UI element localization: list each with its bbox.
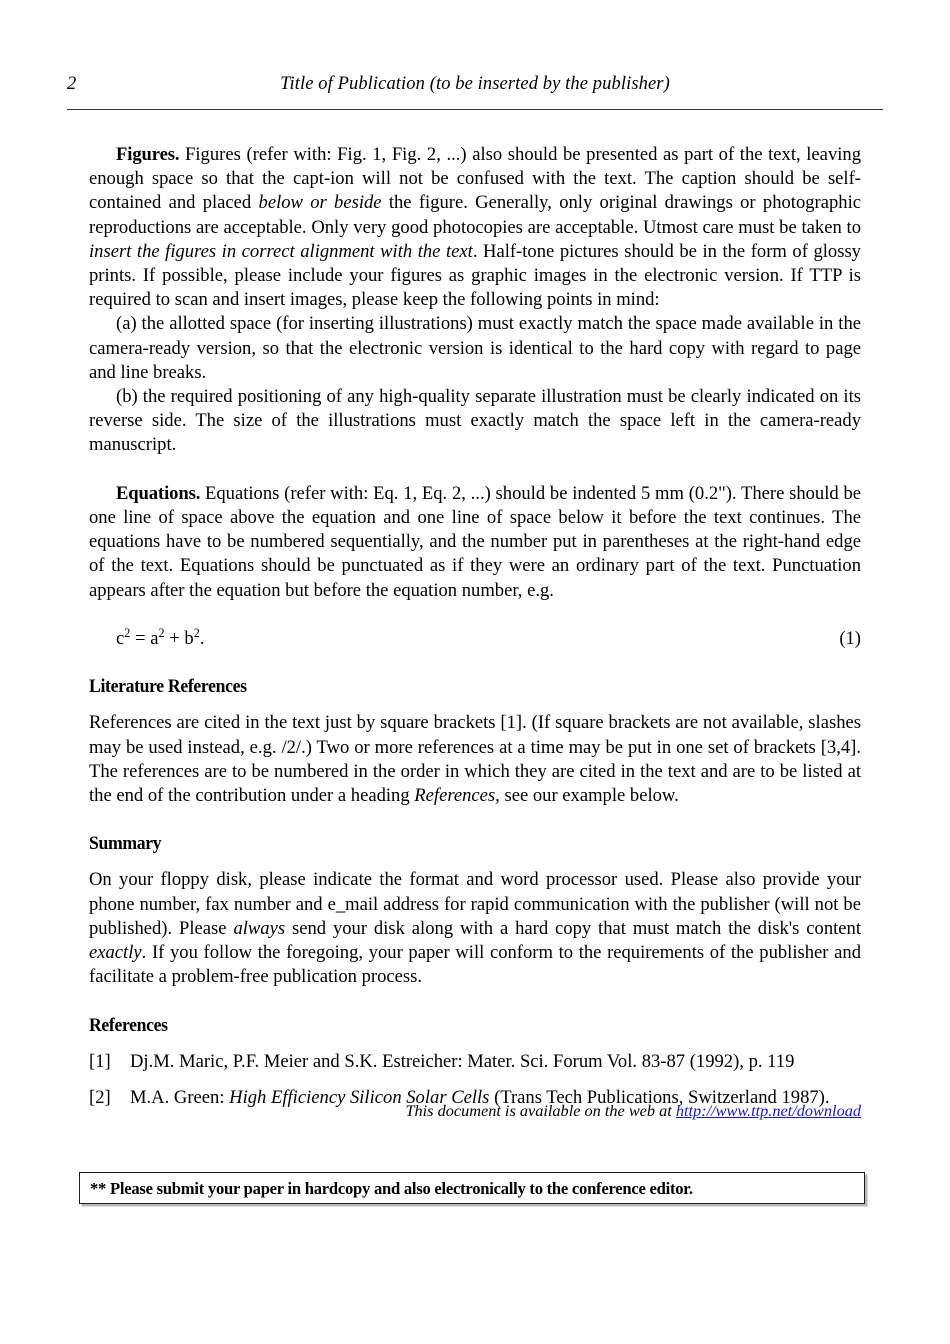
equations-paragraph [89,482,861,603]
equation-exponent-2: 2 [158,625,165,640]
figures-lead-in: Figures. [116,144,180,165]
equation-operator-1: = a [130,628,159,650]
summary-emphasis-2: exactly [89,942,142,964]
submission-notice-text: ** Please submit your paper in hardcopy and also electronically to the conference editor. [90,1179,693,1198]
heading-summary: Summary [89,833,162,855]
text-column [89,143,861,1110]
web-note-prefix: This document is available on the web at [405,1101,676,1120]
figures-paragraph [89,143,861,312]
spacer [89,989,861,1013]
figures-item-a: (a) the allotted space (for inserting illustrations) must exactly match the space made available in the camera-ready version, so that the electronic version is identical to the hard copy with regard to page and line breaks. [89,313,861,383]
equations-text: Equations (refer with: Eq. 1, Eq. 2, ...) should be indented 5 mm (0.2"). There should be one line of space above the equation and one line of space below it before the text continues. The equations have to be numbered sequentially, and the number put in parentheses at the right-hand edge of the text. Equations should be punctuated as if they were an ordinary part of the text. Punctuation appears after the equation but before the equation number, e.g. [89,482,861,601]
heading-references: References [89,1014,168,1036]
equation-lhs: c [116,628,125,650]
download-url-link[interactable]: http://www.ttp.net/download [675,1101,861,1120]
spacer [89,856,861,868]
running-title: Title of Publication (to be inserted by the publisher) [280,74,670,94]
header-rule [67,109,883,110]
reference-text-1: Dj.M. Maric, P.F. Meier and S.K. Estreicher: Mater. Sci. Forum Vol. 83-87 (1992), p. 119 [130,1050,795,1072]
summary-text-3: . If you follow the foregoing, your paper will conform to the requirements of the publisher and facilitate a problem-free publication process. [89,942,861,988]
web-availability-note [89,1100,861,1122]
reference-item [89,1050,861,1074]
equation-exponent-1: 2 [124,625,131,640]
summary-emphasis-1: always [233,917,286,939]
figures-text-1: Figures (refer with: Fig. 1, Fig. 2, ...) also should be presented as part of the text, leaving enough space so that the capt-ion will not be confused with the text. The caption should be self-contained and placed [89,144,861,214]
reference-title: High Efficiency Silicon Solar Cells [229,1086,490,1108]
summary-text-2: send your disk along with a hard copy that must match the disk's content [285,917,861,939]
reference-tag: [2] [89,1086,111,1108]
spacer [89,651,861,675]
equation-exponent-3: 2 [193,625,200,640]
spacer [89,808,861,832]
figures-emphasis-2: insert the figures in correct alignment with the text [89,240,473,262]
literature-references-paragraph [89,711,861,808]
figures-text-3: . Half-tone pictures should be in the form of glossy prints. If possible, please include your figures as graphic images in the electronic version. If TTP is required to scan and insert images, please keep the following points in mind: [89,240,861,311]
figures-item-b: (b) the required positioning of any high-quality separate illustration must be clearly indicated on its reverse side. The size of the illustrations must exactly match the space left in the camera-ready manuscript. [89,386,861,456]
reference-text-1: M.A. Green: [130,1086,230,1108]
literature-text-2: see our example below. [499,785,679,807]
figures-text-2: the figure. Generally, only original drawings or photographic reproductions are acceptable. Only very good photocopies are acceptable. Utmost care must be taken to [89,192,862,238]
running-head [67,72,883,100]
equation-1-row [89,627,861,651]
spacer [89,458,861,482]
reference-text-2: (Trans Tech Publications, Switzerland 1987). [489,1086,830,1108]
spacer [89,699,861,711]
spacer [89,1038,861,1050]
equation-1-body [116,627,204,651]
spacer [89,1074,861,1086]
literature-emphasis: References, [414,785,500,807]
equations-lead-in: Equations. [116,482,201,504]
submission-notice-box [79,1172,865,1204]
reference-tag: [1] [89,1050,111,1072]
literature-text-1: References are cited in the text just by square brackets [1]. (If square brackets are not available, slashes may be used instead, e.g. /2/.) Two or more references at a time may be put in one set of brackets [3,4]. The references are to be numbered in the order in which they are cited in the text and are to be listed at the end of the contribution under a heading [89,712,861,807]
equation-terminator: . [199,628,205,650]
summary-text-1: On your floppy disk, please indicate the format and word processor used. Please also provide your phone number, fax number and e_mail address for rapid communication with the publisher (will not be published). Please [89,869,861,939]
equation-operator-2: + b [164,628,194,650]
spacer [89,603,861,627]
heading-literature-references: Literature References [89,676,247,698]
equation-number: (1) [839,628,861,650]
figures-emphasis-1: below or beside [258,192,382,214]
page-number: 2 [67,74,77,94]
summary-paragraph [89,868,861,989]
